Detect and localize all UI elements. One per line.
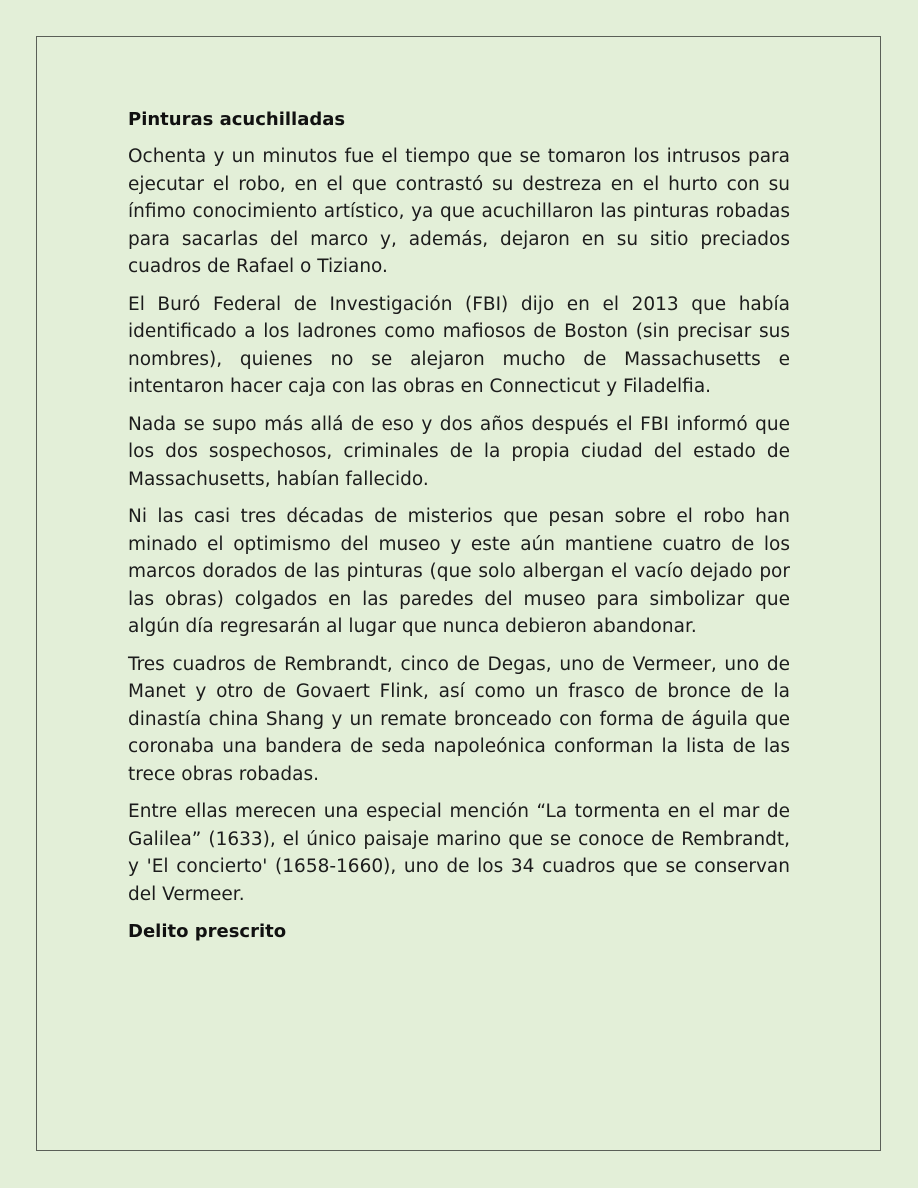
- section-heading-delito: Delito prescrito: [128, 921, 287, 942]
- paragraph: Entre ellas merecen una especial mención “La tormenta en el mar de Galilea” (1633), el único paisaje marino que se conoce de Rembrandt, y 'El concierto' (1658-1660), uno de los 34 cuadros que se conservan del Vermeer.: [128, 801, 790, 905]
- paragraph: El Buró Federal de Investigación (FBI) dijo en el 2013 que había identificado a los ladrones como mafiosos de Boston (sin precisar sus nombres), quienes no se alejaron mucho de Massachusetts e intentaron hacer caja con las obras en Connecticut y Filadelfia.: [128, 293, 790, 397]
- paragraph: Nada se supo más allá de eso y dos años después el FBI informó que los dos sospechosos, criminales de la propia ciudad del estado de Massachusetts, habían fallecido.: [128, 413, 790, 490]
- paragraph: Tres cuadros de Rembrandt, cinco de Degas, uno de Vermeer, uno de Manet y otro de Govaert Flink, así como un frasco de bronce de la dinastía china Shang y un remate bronceado con forma de águila que coronaba una bandera de seda napoleónica conforman la lista de las trece obras robadas.: [128, 653, 790, 785]
- document-body: [128, 106, 790, 955]
- paragraph: Ni las casi tres décadas de misterios que pesan sobre el robo han minado el optimismo del museo y este aún mantiene cuatro de los marcos dorados de las pinturas (que solo albergan el vacío dejado por las obras) colgados en las paredes del museo para simbolizar que algún día regresarán al lugar que nunca debieron abandonar.: [128, 506, 790, 637]
- section-heading-pinturas: Pinturas acuchilladas: [128, 109, 346, 130]
- paragraph: Ochenta y un minutos fue el tiempo que se tomaron los intrusos para ejecutar el robo, en el que contrastó su destreza en el hurto con su ínfimo conocimiento artístico, ya que acuchillaron las pinturas robadas para sacarlas del marco y, además, dejaron en su sitio preciados cuadros de Rafael o Tiziano.: [128, 146, 790, 277]
